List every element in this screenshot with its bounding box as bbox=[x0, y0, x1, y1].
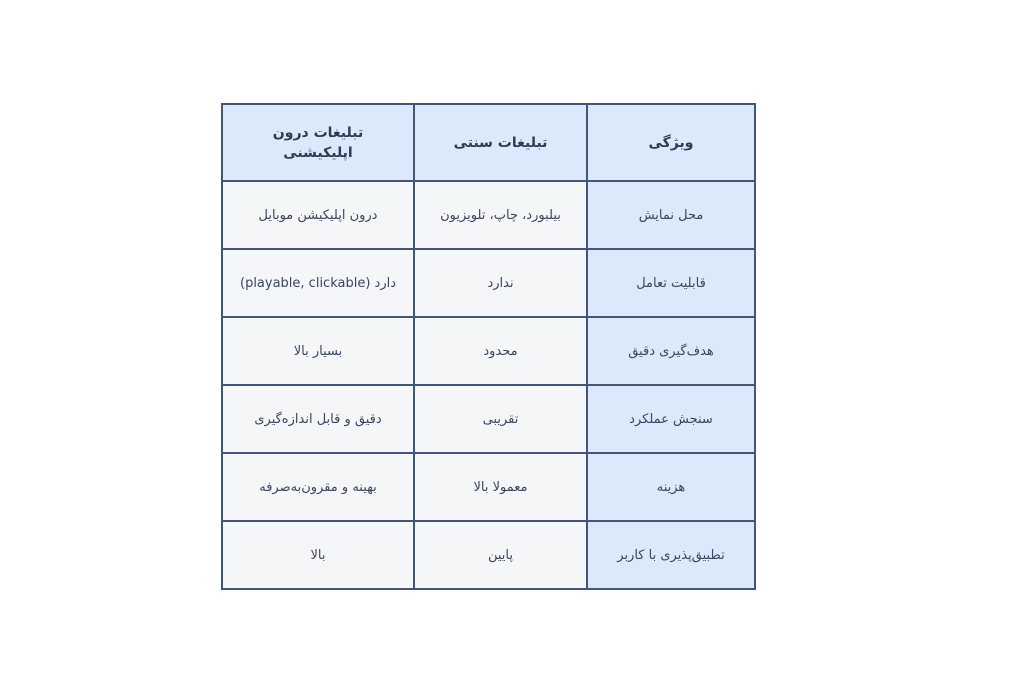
feature-cell: قابلیت تعامل bbox=[587, 249, 755, 317]
table-row bbox=[222, 453, 755, 521]
feature-cell: محل نمایش bbox=[587, 181, 755, 249]
traditional-cell: معمولا بالا bbox=[414, 453, 587, 521]
table-row bbox=[222, 249, 755, 317]
table-header-row bbox=[222, 104, 755, 181]
traditional-cell: بیلبورد، چاپ، تلویزیون bbox=[414, 181, 587, 249]
inapp-cell: دارد (playable, clickable) bbox=[222, 249, 414, 317]
comparison-table-container bbox=[221, 103, 754, 590]
header-traditional-ads: تبلیغات سنتی bbox=[414, 104, 587, 181]
feature-cell: هدف‌گیری دقیق bbox=[587, 317, 755, 385]
inapp-cell: درون اپلیکیشن موبایل bbox=[222, 181, 414, 249]
traditional-cell: ندارد bbox=[414, 249, 587, 317]
inapp-cell: بهینه و مقرون‌به‌صرفه bbox=[222, 453, 414, 521]
inapp-cell: بسیار بالا bbox=[222, 317, 414, 385]
feature-cell: هزینه bbox=[587, 453, 755, 521]
inapp-cell: دقیق و قابل اندازه‌گیری bbox=[222, 385, 414, 453]
traditional-cell: محدود bbox=[414, 317, 587, 385]
table-row bbox=[222, 181, 755, 249]
table-row bbox=[222, 317, 755, 385]
feature-cell: تطبیق‌پذیری با کاربر bbox=[587, 521, 755, 589]
feature-cell: سنجش عملکرد bbox=[587, 385, 755, 453]
traditional-cell: پایین bbox=[414, 521, 587, 589]
header-in-app-ads: تبلیغات درون اپلیکیشنی bbox=[222, 104, 414, 181]
header-feature: ویژگی bbox=[587, 104, 755, 181]
inapp-cell: بالا bbox=[222, 521, 414, 589]
traditional-cell: تقریبی bbox=[414, 385, 587, 453]
table-row bbox=[222, 385, 755, 453]
comparison-table bbox=[221, 103, 756, 590]
table-row bbox=[222, 521, 755, 589]
